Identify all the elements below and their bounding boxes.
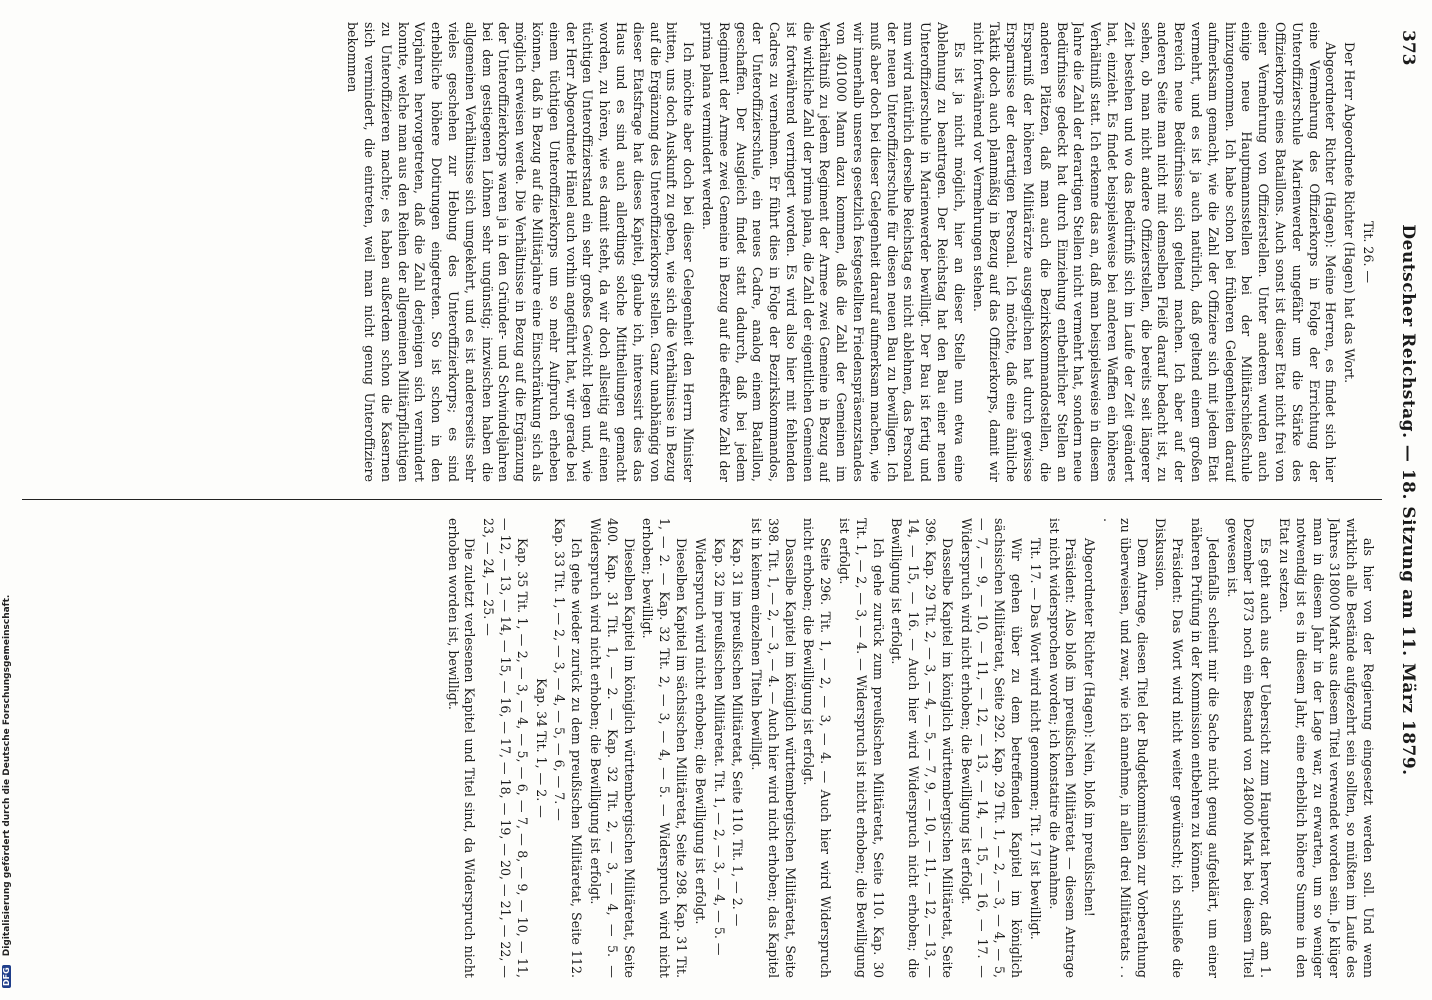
paragraph: Kap. 32 im preußischen Militäretat. Tit. 1, — 2, — 3, — 4, — 5. — (711, 538, 727, 956)
paragraph: Kap. 31 im preußischen Militäretat, Seite 110. Tit. 1, — 2. — (730, 538, 746, 927)
paragraph: Es geht auch aus der Uebersicht zum Hauptetat hervor, daß am 1. Dezember 1873 noch ein Bestand von 248000 Mark bei diesem Titel gewesen ist. (1224, 518, 1274, 978)
right-column (16, 518, 1376, 978)
paragraph: Abgeordneter Richter (Hagen): Nein, bloß im preußischen! (1082, 538, 1098, 917)
paragraph: Dieselben Kapitel im königlich württembergischen Militäretat, Seite 400. Kap. 31 Tit. 1, — 2. — Kap. 32 Tit. 2, — 3, — 4, — 5. — Widerspruch wird nicht erhoben; die Bewilligung ist erfolgt. (587, 518, 637, 978)
paragraph: Ich gehe zurück zum preußischen Militäretat, Seite 110. Kap. 30 Tit. 1, — 2, — 3, — 4. — Widerspruch ist nicht erhoben; die Bewilligung ist erfolgt. (837, 518, 886, 978)
page-number: 373 (1398, 30, 1418, 66)
paragraph: Seite 296. Tit. 1, — 2, — 3, — 4. — Auch hier wird Widerspruch nicht erhoben; die Bewilligung ist erfolgt. (801, 518, 834, 978)
paragraph: Tit. 17. — Das Wort wird nicht genommen; Tit. 17 ist bewilligt. (1027, 538, 1043, 940)
paragraph: Es ist ja nicht möglich, hier an dieser Stelle nun etwa eine Ablehnung zu beantragen. Der Reichstag hat den Bau einer neuen Unteroffizierschule in Marienwerder bewilligt. Der Bau ist fertig und nun wird natürlich derselbe Reichstag es nicht ablehnen, das Personal der neuen Unteroffizierschule für diesen neuen Bau zu bewilligen. Ich muß aber doch bei dieser Gelegenheit darauf aufmerksam machen, wie wir innerhalb unseres gesetzlich festgestellten Friedenspräsenzstandes von 401000 Mann dazu kommen, daß die Zahl der Gemeinen im Verhältniß zu jedem Regiment der Armee zwei Gemeine in Bezug auf die wirkliche Zahl der prima plana, die Zahl der eigentlichen Gemeinen ist fortwährend verringert worden. Es wird also hier mit fehlenden Cadres zu vernehmen. Er führt dies in Folge der Bezirkskommandos, der Unteroffizierschule, ein neues Cadre, analog einem Bataillon, geschaffen. Der Ausgleich findet statt dadurch, daß bei jedem Regiment der Armee zwei Gemeine in Bezug auf die effektive Zahl der prima plana vermindert werden. (699, 22, 967, 482)
paragraph: Abgeordneter Richter (Hagen): Meine Herren, es findet sich hier eine Vermehrung des Offizierkorps in Folge der Errichtung der Unteroffizierschule Marienwerder ungefähr um die Stärke des Offizierkorps eines Bataillons. Auch sonst ist dieser Etat nicht frei von einer Vermehrung von Offizierstellen. Unter anderen wurden auch einige neue Hauptmannsstellen bei der Militärschießschule hinzugenommen. Ich habe schon bei früheren Gelegenheiten darauf aufmerksam gemacht, wie die Zahl der Offiziere sich mit jedem Etat vermehrt, und es ist ja auch natürlich, daß geltend einem großen Bereich neue Bedürfnisse sich geltend machen. Ich aber auf der anderen Seite man nicht mit demselben Fleiß darauf bedacht ist, zu sehen, ob man nicht andere Offizierstellen, die bereits seit längerer Zeit bestehen und wo das Bedürfniß sich im Laufe der Zeit geändert hat, einzieht. Es findet beispielsweise bei anderen Waffen ein höheres Verhältniß statt. Ich erkenne das an, daß man beispielsweise in diesem Jahre die Zahl der derartigen Stellen nicht vermehrt hat, sondern neue Bedürfnisse gedeckt hat durch Einziehung entbehrlicher Stellen an anderen Plätzen, daß man auch die Bezirkskommandostellen, die Ersparniß der höheren Militärärzte ausgeglichen hat durch gewisse Ersparnisse der derartigen Personal. Ich möchte, daß eine ähnliche Taktik doch auch planmäßig in Bezug auf das Offizierkorps, damit wir nicht fortwährend vor Vermehrungen stehen. (970, 22, 1339, 482)
running-title: Deutscher Reichstag. — 18. Sitzung am 11. März 1879. (1398, 224, 1418, 776)
page-header (1388, 30, 1418, 970)
paragraph: Ich gehe wieder zurück zu dem preußischen Militäretat, Seite 112. Kap. 33 Tit. 1, — 2, — 3, — 4, — 5, — 6, — 7. — (552, 518, 585, 978)
paragraph: Der Herr Abgeordnete Richter (Hagen) hat das Wort. (1342, 42, 1358, 384)
paragraph: Ich möchte aber doch bei dieser Gelegenheit den Herrn Minister bitten, uns doch Auskunft zu geben, wie sich die Verhältnisse in Bezug auf die Ergänzung des Unteroffizierkorps stellen. Ganz unabhängig von dieser Etatsfrage hat dieses Kapitel, glaube ich, interessirt dies das Haus und es sind auch allerdings solche Mittheilungen gemacht worden, zu hören, wie es damit steht, da wir doch allseitig auf einen tüchtigen Unteroffizierstand ein sehr großes Gewicht legen und, wie der Herr Abgeordnete Hänel auch vorhin angeführt hat, wir gerade bei einem tüchtigen Unteroffizierkorps um so mehr Aufpruch erheben können, daß in Bezug auf die Militärjahre eine Einschränkung sich als möglich erweisen werde. Die Verhältnisse in Bezug auf die Ergänzung der Unteroffizierkorps waren ja in den Gründer- und Schwindeljahren bei dem gestiegenen Löhnen sehr ungünstig; inzwischen haben die allgemeinen Verhältnisse sich umgekehrt, und es ist andererseits sehr vieles geschehen zur Hebung des Unteroffizierkorps; es sind erhebliche höhere Dotirungen eingetreten. So ist schon in den Vorjahren hervorgetreten, daß die Zahl derjenigen sich vermindert konnte, welche man aus den Reihen der allgemeinen Militärpflichtigen zu Unteroffizieren machte; es haben außerdem schon die Kasernen sich vermindert, die eintreten, weil man nicht genug Unteroffiziere bekommen (345, 22, 697, 482)
paragraph: Dasselbe Kapitel im königlich württembergischen Militäretat, Seite 398. Tit. 1, — 2, — 3, — 4. — Auch hier wird nicht erhoben; das Kapitel ist in keinem einzelnen Titeln bewilligt. (749, 518, 798, 978)
paragraph: Präsident: Das Wort wird nicht weiter gewünscht; ich schließe die Diskussion. (1153, 518, 1186, 978)
paragraph: Kap. 34 Tit. 1, — 2. — (533, 678, 549, 818)
dfg-logo: DFG (2, 967, 11, 986)
paragraph: Jedenfalls scheint mir die Sache nicht genug aufgeklärt, um einer näheren Prüfung in der Kommission entbehren zu können. (1189, 518, 1221, 978)
paragraph: als hier von der Regierung eingesetzt werden soll. Und wenn wirklich alle Bestände aufgezehrt sein sollten, so müßten im Laufe des Jahres 318000 Mark aus diesem Titel verwendet worden sein. Je klüger man in diesem Jahr in der Lage war, zu erwarten, um so weniger notwendig ist es in diesem Jahr, eine erheblich höhere Summe in den Etat zu setzen. (1277, 518, 1376, 978)
paragraph: Widerspruch wird nicht erhoben; die Bewilligung ist erfolgt. (692, 538, 708, 925)
paragraph: Dem Antrage, diesen Titel der Budgetkommission zur Vorberathung zu überweisen, und zwar, wie ich annehme, in allen drei Militäretats . . . (1101, 518, 1150, 978)
left-column (16, 22, 1376, 482)
paragraph: Dasselbe Kapitel im königlich württembergischen Militäretat, Seite 396. Kap. 29 Tit. 2, — 3, — 4, — 5, — 7, 9, — 10, — 11, — 12, — 13, — 14, — 15, — 16. — Auch hier wird Widerspruch nicht erhoben; die Bewilligung ist erfolgt. (889, 518, 955, 978)
paragraph: Tit. 26. — (1361, 220, 1376, 284)
digitization-note: Digitalisierung gefördert durch die Deutsche Forschungsgemeinschaft. (2, 594, 12, 957)
paragraph: Die zuletzt verlesenen Kapitel und Titel sind, da Widerspruch nicht erhoben worden ist, bewilligt. (445, 518, 478, 978)
paragraph: Kap. 35 Tit. 1, — 2, — 3, — 4, — 5, — 6, — 7, — 8, — 9, — 10, — 11, — 12, — 13, — 14, — 15, — 16, — 17, — 18, — 19, — 20, — 21, — 22, — 23, — 24, — 25. — (481, 518, 530, 978)
column-divider (22, 499, 1382, 500)
paragraph: Dieselben Kapitel im sächsischen Militäretat, Seite 298. Kap. 31 Tit. 1, — 2. — Kap. 32 Tit. 2, — 3, — 4, — 5. — Widerspruch wird nicht erhoben; bewilligt. (640, 518, 689, 978)
paragraph: Präsident: Also bloß im preußischen Militäretat — diesem Antrage ist nicht widersprochen worden; ich konstatire die Annahme. (1046, 518, 1079, 978)
paragraph: Wir gehen über zu dem betreffenden Kapitel im königlich sächsischen Militäretat, Seite 292. Kap. 29 Tit. 1, — 2, — 3, — 4, — 5, — 7, — 9, — 10, — 11, — 12, — 13, — 14, — 15, — 16, — 17. — Widerspruch wird nicht erhoben; die Bewilligung ist erfolgt. (958, 518, 1025, 978)
